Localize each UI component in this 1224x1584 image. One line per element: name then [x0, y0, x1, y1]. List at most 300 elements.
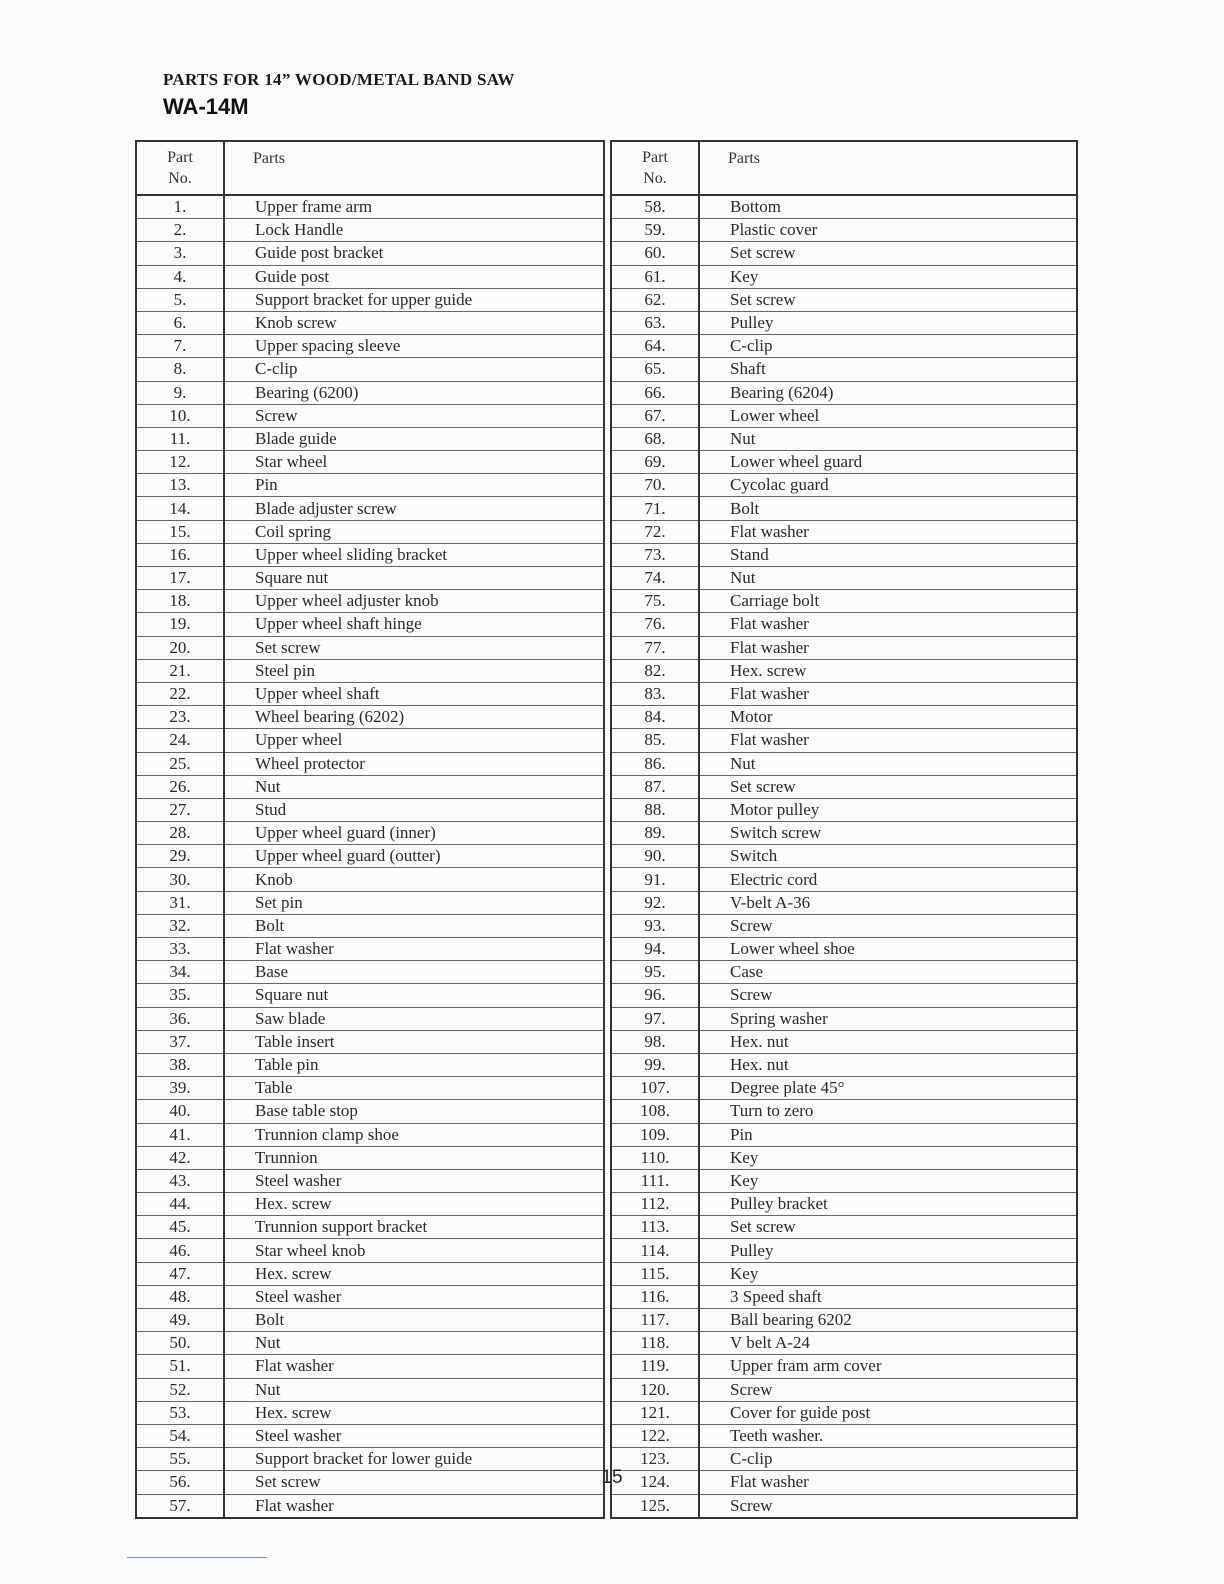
part-name: Set screw: [224, 1471, 604, 1494]
part-name: Square nut: [224, 567, 604, 590]
table-row: [611, 358, 1077, 381]
part-number: 54.: [136, 1424, 224, 1447]
part-number: 64.: [611, 335, 699, 358]
part-number: 68.: [611, 427, 699, 450]
part-number: 90.: [611, 845, 699, 868]
part-number: 7.: [136, 335, 224, 358]
parts-header: Parts: [224, 141, 604, 195]
table-row: [136, 1146, 604, 1169]
table-row: [611, 497, 1077, 520]
part-number: 25.: [136, 752, 224, 775]
part-name: Hex. screw: [224, 1262, 604, 1285]
table-row: [611, 381, 1077, 404]
part-name: Carriage bolt: [699, 590, 1077, 613]
part-number: 23.: [136, 706, 224, 729]
part-no-header: Part No.: [136, 141, 224, 195]
table-row: [611, 311, 1077, 334]
part-name: Set screw: [699, 288, 1077, 311]
part-number: 26.: [136, 775, 224, 798]
table-row: [136, 1309, 604, 1332]
part-number: 93.: [611, 914, 699, 937]
part-number: 77.: [611, 636, 699, 659]
part-name: Wheel protector: [224, 752, 604, 775]
part-name: Hex. screw: [224, 1193, 604, 1216]
part-name: Table: [224, 1077, 604, 1100]
table-row: [611, 219, 1077, 242]
part-name: Upper wheel guard (inner): [224, 822, 604, 845]
part-number: 9.: [136, 381, 224, 404]
part-number: 72.: [611, 520, 699, 543]
part-number: 4.: [136, 265, 224, 288]
part-name: V belt A-24: [699, 1332, 1077, 1355]
part-number: 83.: [611, 682, 699, 705]
part-number: 51.: [136, 1355, 224, 1378]
part-name: Upper wheel adjuster knob: [224, 590, 604, 613]
table-row: [611, 404, 1077, 427]
part-name: Support bracket for upper guide: [224, 288, 604, 311]
part-name: Motor: [699, 706, 1077, 729]
table-row: [611, 242, 1077, 265]
part-name: Upper wheel sliding bracket: [224, 543, 604, 566]
table-row: [136, 613, 604, 636]
part-number: 38.: [136, 1053, 224, 1076]
part-number: 32.: [136, 914, 224, 937]
part-number: 66.: [611, 381, 699, 404]
part-number: 16.: [136, 543, 224, 566]
part-name: Knob screw: [224, 311, 604, 334]
part-name: V-belt A-36: [699, 891, 1077, 914]
part-name: Cover for guide post: [699, 1401, 1077, 1424]
part-no-header: Part No.: [611, 141, 699, 195]
part-number: 37.: [136, 1030, 224, 1053]
part-number: 88.: [611, 798, 699, 821]
parts-table-right: [610, 140, 1078, 1519]
part-name: Hex. screw: [699, 659, 1077, 682]
part-number: 65.: [611, 358, 699, 381]
table-row: [611, 567, 1077, 590]
part-name: Key: [699, 1146, 1077, 1169]
part-name: Switch screw: [699, 822, 1077, 845]
part-number: 50.: [136, 1332, 224, 1355]
table-header: [611, 141, 1077, 195]
part-name: Nut: [699, 567, 1077, 590]
part-number: 70.: [611, 474, 699, 497]
part-name: Knob: [224, 868, 604, 891]
table-row: [611, 613, 1077, 636]
part-name: Bolt: [224, 914, 604, 937]
part-name: Lower wheel: [699, 404, 1077, 427]
table-row: [136, 567, 604, 590]
table-row: [136, 474, 604, 497]
table-row: [611, 984, 1077, 1007]
table-row: [136, 358, 604, 381]
part-name: Pin: [224, 474, 604, 497]
part-name: Flat washer: [224, 1355, 604, 1378]
table-row: [136, 590, 604, 613]
part-number: 61.: [611, 265, 699, 288]
part-name: Flat washer: [699, 729, 1077, 752]
part-number: 1.: [136, 195, 224, 219]
part-number: 82.: [611, 659, 699, 682]
part-name: Nut: [224, 1332, 604, 1355]
part-number: 28.: [136, 822, 224, 845]
part-name: Screw: [699, 1494, 1077, 1518]
table-row: [611, 636, 1077, 659]
part-name: Steel washer: [224, 1285, 604, 1308]
part-name: Bearing (6200): [224, 381, 604, 404]
part-name: Hex. nut: [699, 1053, 1077, 1076]
table-row: [136, 497, 604, 520]
table-row: [611, 1494, 1077, 1518]
part-name: C-clip: [224, 358, 604, 381]
part-number: 95.: [611, 961, 699, 984]
part-name: Bearing (6204): [699, 381, 1077, 404]
table-row: [136, 1239, 604, 1262]
part-name: Square nut: [224, 984, 604, 1007]
part-name: Nut: [224, 1378, 604, 1401]
table-row: [611, 868, 1077, 891]
part-number: 58.: [611, 195, 699, 219]
part-name: Guide post bracket: [224, 242, 604, 265]
part-name: Electric cord: [699, 868, 1077, 891]
part-name: Flat washer: [699, 636, 1077, 659]
table-row: [136, 427, 604, 450]
table-row: [136, 752, 604, 775]
part-number: 10.: [136, 404, 224, 427]
table-row: [136, 659, 604, 682]
part-name: Set screw: [699, 242, 1077, 265]
part-number: 22.: [136, 682, 224, 705]
part-number: 96.: [611, 984, 699, 1007]
part-name: Key: [699, 265, 1077, 288]
part-name: C-clip: [699, 1448, 1077, 1471]
part-name: Bolt: [699, 497, 1077, 520]
part-name: Set pin: [224, 891, 604, 914]
table-row: [611, 845, 1077, 868]
table-row: [136, 706, 604, 729]
part-number: 119.: [611, 1355, 699, 1378]
part-number: 40.: [136, 1100, 224, 1123]
table-row: [136, 891, 604, 914]
part-name: Key: [699, 1169, 1077, 1192]
part-number: 43.: [136, 1169, 224, 1192]
part-name: Base: [224, 961, 604, 984]
part-number: 6.: [136, 311, 224, 334]
part-name: 3 Speed shaft: [699, 1285, 1077, 1308]
part-name: Lower wheel guard: [699, 451, 1077, 474]
part-number: 31.: [136, 891, 224, 914]
part-number: 3.: [136, 242, 224, 265]
table-row: [611, 891, 1077, 914]
table-row: [611, 265, 1077, 288]
part-name: Upper wheel: [224, 729, 604, 752]
part-name: Lower wheel shoe: [699, 938, 1077, 961]
part-number: 63.: [611, 311, 699, 334]
part-number: 74.: [611, 567, 699, 590]
table-row: [611, 474, 1077, 497]
part-number: 67.: [611, 404, 699, 427]
part-number: 18.: [136, 590, 224, 613]
part-number: 33.: [136, 938, 224, 961]
part-number: 113.: [611, 1216, 699, 1239]
table-row: [611, 706, 1077, 729]
page-title: PARTS FOR 14” WOOD/METAL BAND SAW: [163, 70, 515, 89]
table-row: [136, 265, 604, 288]
part-number: 87.: [611, 775, 699, 798]
table-row: [611, 961, 1077, 984]
part-name: Hex. nut: [699, 1030, 1077, 1053]
part-name: Key: [699, 1262, 1077, 1285]
part-number: 34.: [136, 961, 224, 984]
part-number: 42.: [136, 1146, 224, 1169]
part-name: Trunnion: [224, 1146, 604, 1169]
part-name: Switch: [699, 845, 1077, 868]
part-number: 121.: [611, 1401, 699, 1424]
table-row: [136, 1216, 604, 1239]
table-row: [136, 543, 604, 566]
part-name: Steel pin: [224, 659, 604, 682]
part-number: 62.: [611, 288, 699, 311]
table-row: [611, 590, 1077, 613]
table-row: [136, 1030, 604, 1053]
table-row: [611, 1424, 1077, 1447]
part-number: 94.: [611, 938, 699, 961]
part-number: 47.: [136, 1262, 224, 1285]
table-row: [136, 775, 604, 798]
table-row: [611, 798, 1077, 821]
part-name: Flat washer: [699, 1471, 1077, 1494]
table-row: [136, 1077, 604, 1100]
part-name: Table insert: [224, 1030, 604, 1053]
table-row: [611, 1077, 1077, 1100]
part-number: 123.: [611, 1448, 699, 1471]
part-number: 92.: [611, 891, 699, 914]
table-row: [611, 543, 1077, 566]
table-row: [136, 845, 604, 868]
part-name: Upper wheel guard (outter): [224, 845, 604, 868]
part-name: Blade adjuster screw: [224, 497, 604, 520]
part-name: Flat washer: [699, 520, 1077, 543]
table-row: [611, 1378, 1077, 1401]
table-row: [611, 288, 1077, 311]
part-name: Case: [699, 961, 1077, 984]
table-row: [611, 1100, 1077, 1123]
table-row: [611, 1169, 1077, 1192]
part-number: 109.: [611, 1123, 699, 1146]
part-number: 52.: [136, 1378, 224, 1401]
part-number: 11.: [136, 427, 224, 450]
table-row: [611, 1007, 1077, 1030]
part-name: Pulley: [699, 311, 1077, 334]
table-row: [136, 1262, 604, 1285]
part-number: 115.: [611, 1262, 699, 1285]
table-row: [611, 729, 1077, 752]
table-row: [136, 1355, 604, 1378]
part-number: 13.: [136, 474, 224, 497]
table-row: [136, 1378, 604, 1401]
table-row: [136, 1100, 604, 1123]
table-row: [136, 798, 604, 821]
table-row: [136, 822, 604, 845]
part-name: Steel washer: [224, 1169, 604, 1192]
table-row: [136, 1494, 604, 1518]
part-number: 108.: [611, 1100, 699, 1123]
part-number: 99.: [611, 1053, 699, 1076]
table-row: [136, 195, 604, 219]
part-number: 20.: [136, 636, 224, 659]
part-name: Set screw: [699, 1216, 1077, 1239]
part-name: Support bracket for lower guide: [224, 1448, 604, 1471]
table-row: [611, 1030, 1077, 1053]
table-row: [136, 1007, 604, 1030]
part-name: Shaft: [699, 358, 1077, 381]
part-name: Nut: [224, 775, 604, 798]
part-name: Set screw: [699, 775, 1077, 798]
table-row: [136, 520, 604, 543]
table-header: [136, 141, 604, 195]
part-name: Stud: [224, 798, 604, 821]
table-row: [136, 335, 604, 358]
part-name: Nut: [699, 752, 1077, 775]
part-number: 125.: [611, 1494, 699, 1518]
table-row: [136, 1193, 604, 1216]
part-name: Bolt: [224, 1309, 604, 1332]
part-name: Degree plate 45°: [699, 1077, 1077, 1100]
part-number: 48.: [136, 1285, 224, 1308]
part-name: Flat washer: [224, 1494, 604, 1518]
part-number: 85.: [611, 729, 699, 752]
part-name: Teeth washer.: [699, 1424, 1077, 1447]
part-number: 55.: [136, 1448, 224, 1471]
footer-link-underline: [127, 1557, 267, 1558]
table-row: [136, 288, 604, 311]
table-row: [136, 1332, 604, 1355]
part-name: Saw blade: [224, 1007, 604, 1030]
part-number: 60.: [611, 242, 699, 265]
part-number: 14.: [136, 497, 224, 520]
part-number: 27.: [136, 798, 224, 821]
part-number: 89.: [611, 822, 699, 845]
part-name: Upper fram arm cover: [699, 1355, 1077, 1378]
part-number: 29.: [136, 845, 224, 868]
part-number: 39.: [136, 1077, 224, 1100]
table-row: [611, 1216, 1077, 1239]
table-row: [611, 775, 1077, 798]
part-name: Bottom: [699, 195, 1077, 219]
table-row: [611, 427, 1077, 450]
table-row: [611, 195, 1077, 219]
part-name: Stand: [699, 543, 1077, 566]
part-name: Plastic cover: [699, 219, 1077, 242]
table-row: [611, 1401, 1077, 1424]
part-number: 114.: [611, 1239, 699, 1262]
table-row: [136, 984, 604, 1007]
part-name: Turn to zero: [699, 1100, 1077, 1123]
part-name: Upper frame arm: [224, 195, 604, 219]
table-row: [136, 1053, 604, 1076]
part-number: 86.: [611, 752, 699, 775]
part-number: 97.: [611, 1007, 699, 1030]
table-row: [611, 1239, 1077, 1262]
table-row: [136, 451, 604, 474]
table-row: [136, 1123, 604, 1146]
part-name: Blade guide: [224, 427, 604, 450]
table-row: [611, 1146, 1077, 1169]
part-number: 36.: [136, 1007, 224, 1030]
part-name: Screw: [699, 984, 1077, 1007]
part-name: Cycolac guard: [699, 474, 1077, 497]
part-number: 24.: [136, 729, 224, 752]
part-name: Steel washer: [224, 1424, 604, 1447]
table-row: [136, 1401, 604, 1424]
part-number: 59.: [611, 219, 699, 242]
model-number: WA-14M: [163, 94, 249, 119]
part-number: 124.: [611, 1471, 699, 1494]
part-name: Screw: [224, 404, 604, 427]
part-name: Motor pulley: [699, 798, 1077, 821]
table-row: [136, 868, 604, 891]
table-row: [136, 729, 604, 752]
part-number: 98.: [611, 1030, 699, 1053]
part-number: 2.: [136, 219, 224, 242]
part-name: Coil spring: [224, 520, 604, 543]
part-number: 116.: [611, 1285, 699, 1308]
part-name: Trunnion support bracket: [224, 1216, 604, 1239]
table-row: [611, 451, 1077, 474]
part-name: Upper spacing sleeve: [224, 335, 604, 358]
table-row: [611, 1285, 1077, 1308]
part-number: 5.: [136, 288, 224, 311]
part-name: Nut: [699, 427, 1077, 450]
part-number: 45.: [136, 1216, 224, 1239]
table-row: [136, 404, 604, 427]
part-number: 122.: [611, 1424, 699, 1447]
part-name: Base table stop: [224, 1100, 604, 1123]
table-row: [136, 1285, 604, 1308]
table-row: [611, 914, 1077, 937]
part-number: 118.: [611, 1332, 699, 1355]
part-number: 56.: [136, 1471, 224, 1494]
table-row: [136, 1169, 604, 1192]
table-row: [611, 938, 1077, 961]
part-number: 21.: [136, 659, 224, 682]
part-name: Flat washer: [699, 613, 1077, 636]
part-number: 46.: [136, 1239, 224, 1262]
part-number: 107.: [611, 1077, 699, 1100]
part-name: Upper wheel shaft: [224, 682, 604, 705]
part-name: Lock Handle: [224, 219, 604, 242]
part-name: Star wheel knob: [224, 1239, 604, 1262]
table-row: [136, 381, 604, 404]
part-number: 15.: [136, 520, 224, 543]
part-number: 30.: [136, 868, 224, 891]
part-number: 17.: [136, 567, 224, 590]
table-row: [136, 242, 604, 265]
part-number: 117.: [611, 1309, 699, 1332]
part-number: 73.: [611, 543, 699, 566]
part-name: Table pin: [224, 1053, 604, 1076]
table-row: [611, 1123, 1077, 1146]
part-name: Wheel bearing (6202): [224, 706, 604, 729]
part-name: Spring washer: [699, 1007, 1077, 1030]
table-row: [136, 219, 604, 242]
part-name: Pulley: [699, 1239, 1077, 1262]
part-number: 35.: [136, 984, 224, 1007]
table-row: [611, 752, 1077, 775]
part-name: Star wheel: [224, 451, 604, 474]
part-number: 76.: [611, 613, 699, 636]
part-number: 53.: [136, 1401, 224, 1424]
